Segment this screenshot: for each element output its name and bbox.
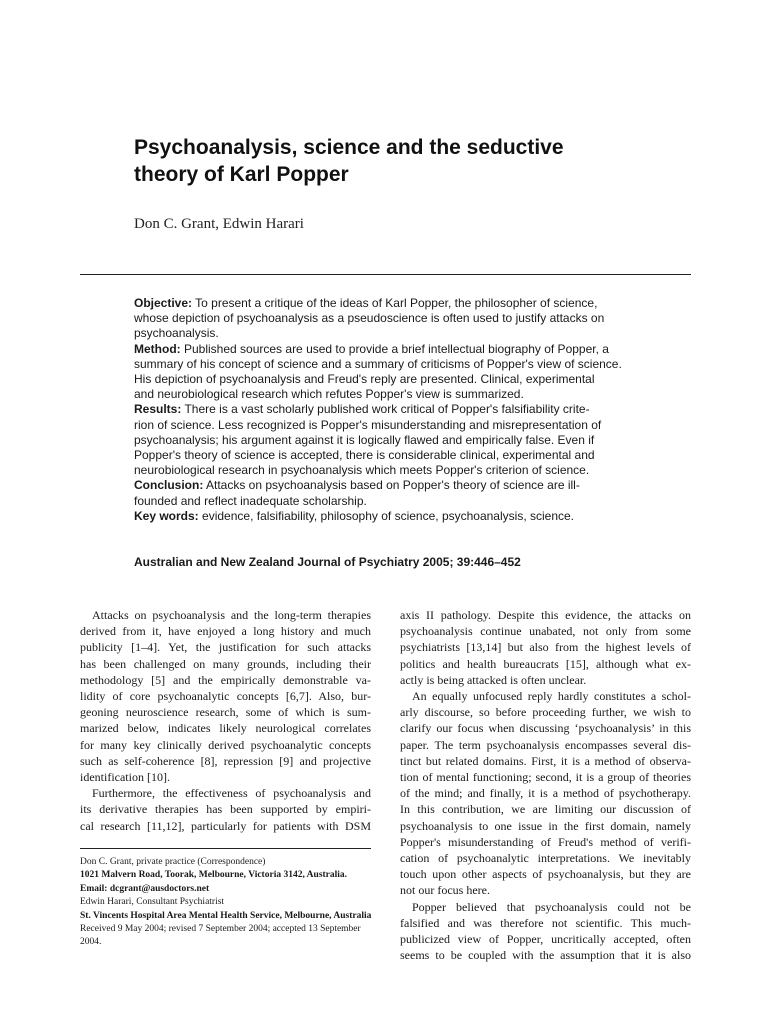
abstract-text: There is a vast scholarly published work critical of Popper's falsifiability crite- bbox=[184, 402, 590, 417]
abstract-text: psychoanalysis. bbox=[134, 326, 219, 341]
title-line: Psychoanalysis, science and the seductive bbox=[134, 136, 564, 159]
body-line: tinct but related domains. First, it is a method of observa- bbox=[400, 753, 691, 768]
body-line: politics and health bureaucrats [15], although what ex- bbox=[400, 656, 691, 671]
keywords-text: evidence, falsifiability, philosophy of science, psychoanalysis, science. bbox=[202, 508, 575, 523]
body-line: In this contribution, we are limiting our discussion of bbox=[400, 802, 691, 817]
author-list: Don C. Grant, Edwin Harari bbox=[134, 216, 304, 232]
objective-label: Objective: bbox=[134, 296, 193, 310]
body-line: Attacks on psychoanalysis and the long-term therapies bbox=[92, 608, 371, 622]
body-line: axis II pathology. Despite this evidence, the attacks on bbox=[400, 608, 691, 622]
abstract-text: neurobiological research in psychoanalysis which meets Popper's criterion of science. bbox=[134, 463, 590, 478]
header-divider bbox=[80, 274, 691, 275]
body-line: tion of mental functioning; second, it is a group of theories bbox=[400, 770, 691, 785]
conclusion-label: Conclusion: bbox=[134, 478, 204, 493]
body-line: methodology [5] and the empirically demonstrable va- bbox=[80, 672, 371, 687]
keywords-label: Key words: bbox=[134, 508, 199, 523]
body-line: Furthermore, the effectiveness of psychoanalysis and bbox=[92, 786, 371, 801]
body-line: cal research [11,12], particularly for patients with DSM bbox=[80, 818, 371, 833]
body-line: seems to be coupled with the assumption that it is also bbox=[400, 948, 691, 963]
abstract-text: Attacks on psychoanalysis based on Popper's theory of science are ill- bbox=[206, 478, 580, 493]
abstract-text: Published sources are used to provide a brief intellectual biography of Popper, a bbox=[184, 341, 609, 356]
abstract-text: whose depiction of psychoanalysis as a pseudoscience is often used to justify attacks on bbox=[134, 311, 605, 326]
body-line: lidity of core psychoanalytic concepts [6,7]. Also, bur- bbox=[80, 689, 371, 704]
abstract-text: and neurobiological research which refutes Popper's view is summarized. bbox=[134, 387, 524, 402]
abstract-text: To present a critique of the ideas of Karl Popper, the philosopher of science, bbox=[195, 296, 598, 310]
footnote-author: Don C. Grant, private practice (Correspondence) bbox=[80, 857, 266, 867]
body-line: falsified and was therefore not scientific. This much- bbox=[400, 915, 691, 930]
abstract-text: psychoanalysis; his argument against it is logically flawed and empirically false. Even if bbox=[134, 432, 595, 447]
body-line: its derivative therapies has been supported by empiri- bbox=[80, 802, 371, 817]
results-label: Results: bbox=[134, 402, 182, 417]
body-line: clarify our focus when discussing ‘psychoanalysis’ in this bbox=[400, 721, 691, 736]
footnotes bbox=[80, 856, 380, 950]
body-column-left bbox=[80, 607, 371, 834]
body-line: psychiatrists [13,14] but also from the highest levels of bbox=[400, 640, 691, 655]
abstract-text: Popper's theory of science is accepted, there is considerable clinical, experimental and bbox=[134, 448, 595, 463]
body-line: psychoanalysis to one issue in the first domain, namely bbox=[400, 818, 691, 833]
body-line: touch upon other aspects of psychoanalysis, but they are bbox=[400, 867, 691, 882]
abstract-text: founded and reflect inadequate scholarship. bbox=[134, 493, 367, 508]
body-line: arly discourse, so before proceeding further, we wish to bbox=[400, 705, 691, 720]
footnote-author: Edwin Harari, Consultant Psychiatrist bbox=[80, 897, 225, 908]
body-line: publicized view of Popper, uncritically accepted, often bbox=[400, 932, 691, 947]
body-line: publicity [1–4]. Yet, the justification for such attacks bbox=[80, 640, 371, 655]
body-line: geoning neuroscience research, some of which is sum- bbox=[80, 705, 371, 720]
footnote-email: Email: dcgrant@ausdoctors.net bbox=[80, 883, 210, 894]
body-line: marized below, indicates likely neurological correlates bbox=[80, 721, 371, 736]
journal-citation: Australian and New Zealand Journal of Psychiatry 2005; 39:446–452 bbox=[134, 555, 521, 569]
body-line: psychoanalysis continue unabated, not only from some bbox=[400, 624, 691, 639]
footnote-address: St. Vincents Hospital Area Mental Health Service, Melbourne, Australia bbox=[80, 910, 372, 921]
footnote-received: Received 9 May 2004; revised 7 September 2004; accepted 13 September bbox=[80, 924, 361, 935]
footnote-address: 1021 Malvern Road, Toorak, Melbourne, Victoria 3142, Australia. bbox=[80, 870, 348, 881]
method-label: Method: bbox=[134, 341, 181, 356]
body-line: Popper's misunderstanding of Freud's method of verifi- bbox=[400, 834, 691, 849]
body-line: actly is being attacked is often unclear. bbox=[400, 672, 587, 687]
body-line: of the mind; and finally, it is a method of psychotherapy. bbox=[400, 786, 691, 801]
body-column-right bbox=[400, 607, 691, 963]
article-title bbox=[134, 134, 694, 188]
body-line: not our focus here. bbox=[400, 883, 490, 898]
body-line: cation of psychoanalytic interpretations. We inevitably bbox=[400, 851, 691, 866]
abstract-text: His depiction of psychoanalysis and Freud's reply are presented. Clinical, experimental bbox=[134, 372, 595, 387]
abstract bbox=[134, 296, 640, 524]
body-line: Popper believed that psychoanalysis could not be bbox=[412, 899, 691, 914]
footnote-divider bbox=[80, 848, 371, 849]
body-line: for many key clinically derived psychoanalytic concepts bbox=[80, 737, 371, 752]
title-line: theory of Karl Popper bbox=[134, 163, 349, 186]
footnote-received: 2004. bbox=[80, 937, 102, 948]
abstract-text: rion of science. Less recognized is Popper's misunderstanding and misrepresentation of bbox=[134, 417, 602, 432]
body-line: identification [10]. bbox=[80, 770, 170, 785]
body-line: paper. The term psychoanalysis encompasses several dis- bbox=[400, 737, 691, 752]
body-line: derived from it, have enjoyed a long history and much bbox=[80, 624, 371, 639]
body-line: such as self-coherence [8], repression [9] and projective bbox=[80, 753, 371, 768]
abstract-text: summary of his concept of science and a summary of criticisms of Popper's view of science. bbox=[134, 356, 622, 371]
body-line: has been challenged on many grounds, including their bbox=[80, 656, 371, 671]
body-line: An equally unfocused reply hardly constitutes a schol- bbox=[412, 689, 691, 704]
